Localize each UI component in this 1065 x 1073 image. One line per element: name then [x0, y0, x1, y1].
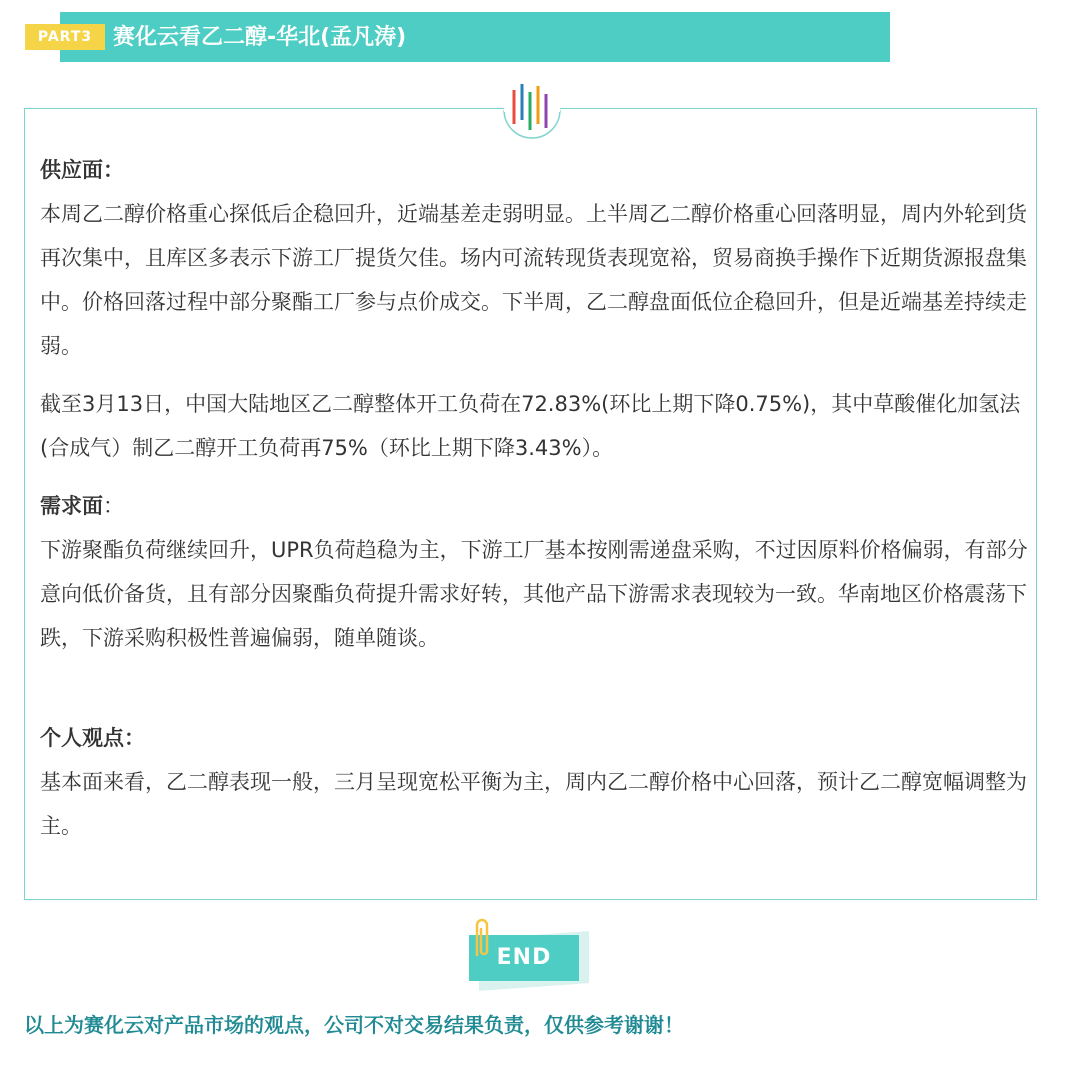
page-title: 赛化云看乙二醇-华北(孟凡涛): [113, 25, 407, 50]
article-body: [40, 148, 1030, 848]
end-badge: [465, 915, 595, 995]
supply-paragraph-2: 截至3月13日，中国大陆地区乙二醇整体开工负荷在72.83%(环比上期下降0.75%)，其中草酸催化加氢法(合成气）制乙二醇开工负荷再75%（环比上期下降3.43%）。: [40, 392, 1021, 460]
demand-heading-row: [40, 484, 1030, 528]
opinion-paragraph: 基本面来看，乙二醇表现一般，三月呈现宽松平衡为主，周内乙二醇价格中心回落，预计乙二醇宽幅调整为主。: [40, 770, 1027, 838]
demand-heading-colon: ：: [103, 494, 124, 518]
supply-paragraph-1: 本周乙二醇价格重心探低后企稳回升，近端基差走弱明显。上半周乙二醇价格重心回落明显，周内外轮到货再次集中，且库区多表示下游工厂提货欠佳。场内可流转现货表现宽裕，贸易商换手操作下近期货源报盘集中。价格回落过程中部分聚酯工厂参与点价成交。下半周，乙二醇盘面低位企稳回升，但是近端基差持续走弱。: [40, 202, 1027, 358]
chart-bars-icon: [500, 80, 564, 140]
end-label: END: [469, 935, 579, 981]
demand-paragraph: 下游聚酯负荷继续回升，UPR负荷趋稳为主，下游工厂基本按刚需递盘采购，不过因原料价格偏弱，有部分意向低价备货，且有部分因聚酯负荷提升需求好转，其他产品下游需求表现较为一致。华南地区价格震荡下跌，下游采购积极性普遍偏弱，随单随谈。: [40, 538, 1028, 650]
paperclip-icon: [471, 915, 493, 963]
part-tag: PART3: [25, 24, 105, 50]
disclaimer-note: 以上为赛化云对产品市场的观点，公司不对交易结果负责，仅供参考谢谢！: [24, 1013, 684, 1037]
supply-heading: 供应面：: [40, 158, 124, 182]
demand-heading: 需求面: [40, 494, 103, 518]
opinion-heading: 个人观点：: [40, 726, 145, 750]
